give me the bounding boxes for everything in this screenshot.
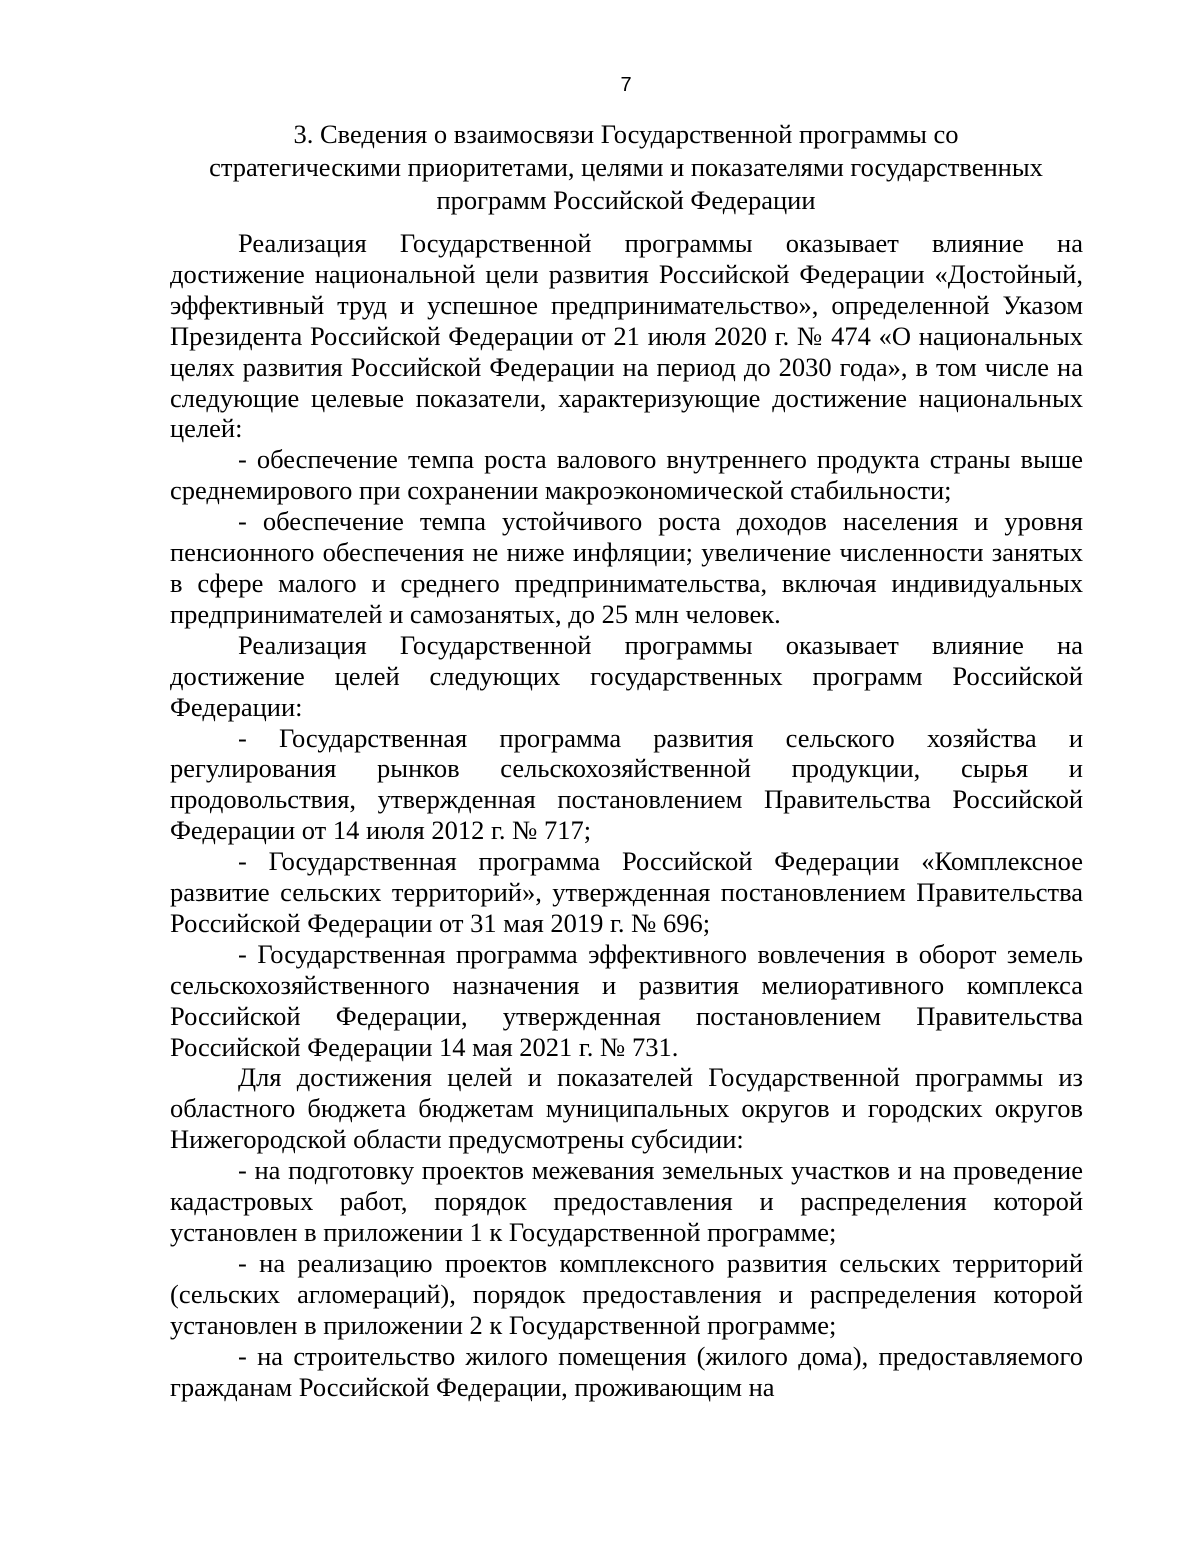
section-heading-line-2: стратегическими приоритетами, целями и показателями государственных xyxy=(209,152,1043,182)
list-item-subsidy-housing-construction: - на строительство жилого помещения (жилого дома), предоставляемого гражданам Российской Федерации, проживающим на xyxy=(170,1340,1083,1402)
list-item-land-reclamation-program: - Государственная программа эффективного вовлечения в оборот земель сельскохозяйственного назначения и развития мелиоративного комплекса Российской Федерации, утвержденная постановлением Правительства Российской Федерации 14 мая 2021 г. № 731. xyxy=(170,938,1083,1062)
document-body xyxy=(170,228,1083,1402)
list-item-rural-development-program: - Государственная программа Российской Федерации «Комплексное развитие сельских территорий», утвержденная постановлением Правительства Российской Федерации от 31 мая 2019 г. № 696; xyxy=(170,846,1083,938)
paragraph-program-impact-national-goal: Реализация Государственной программы оказывает влияние на достижение национальной цели развития Российской Федерации «Достойный, эффективный труд и успешное предпринимательство», определенной Указом Президента Российской Федерации от 21 июля 2020 г. № 474 «О национальных целях развития Российской Федерации на период до 2030 года», в том числе на следующие целевые показатели, характеризующие достижение национальных целей: xyxy=(170,228,1083,444)
section-heading-line-1: 3. Сведения о взаимосвязи Государственной программы со xyxy=(293,119,959,149)
list-item-gdp-growth: - обеспечение темпа роста валового внутреннего продукта страны выше среднемирового при сохранении макроэкономической стабильности; xyxy=(170,444,1083,506)
list-item-subsidy-rural-agglomerations: - на реализацию проектов комплексного развития сельских территорий (сельских агломераций), порядок предоставления и распределения которой установлен в приложении 2 к Государственной программе; xyxy=(170,1247,1083,1340)
paragraph-program-impact-federal-programs: Реализация Государственной программы оказывает влияние на достижение целей следующих государственных программ Российской Федерации: xyxy=(170,629,1083,722)
section-heading-line-3: программ Российской Федерации xyxy=(436,185,816,215)
list-item-income-growth: - обеспечение темпа устойчивого роста доходов населения и уровня пенсионного обеспечения не ниже инфляции; увеличение численности занятых в сфере малого и среднего предпринимательства, включая индивидуальных предпринимателей и самозанятых, до 25 млн человек. xyxy=(170,506,1083,629)
section-heading xyxy=(170,118,1082,217)
paragraph-subsidies-intro: Для достижения целей и показателей Государственной программы из областного бюджета бюджетам муниципальных округов и городских округов Нижегородской области предусмотрены субсидии: xyxy=(170,1062,1083,1155)
list-item-subsidy-land-surveying: - на подготовку проектов межевания земельных участков и на проведение кадастровых работ, порядок предоставления и распределения которой установлен в приложении 1 к Государственной программе; xyxy=(170,1155,1083,1247)
page-number: 7 xyxy=(620,74,632,96)
list-item-agriculture-program: - Государственная программа развития сельского хозяйства и регулирования рынков сельскохозяйственной продукции, сырья и продовольствия, утвержденная постановлением Правительства Российской Федерации от 14 июля 2012 г. № 717; xyxy=(170,722,1083,846)
